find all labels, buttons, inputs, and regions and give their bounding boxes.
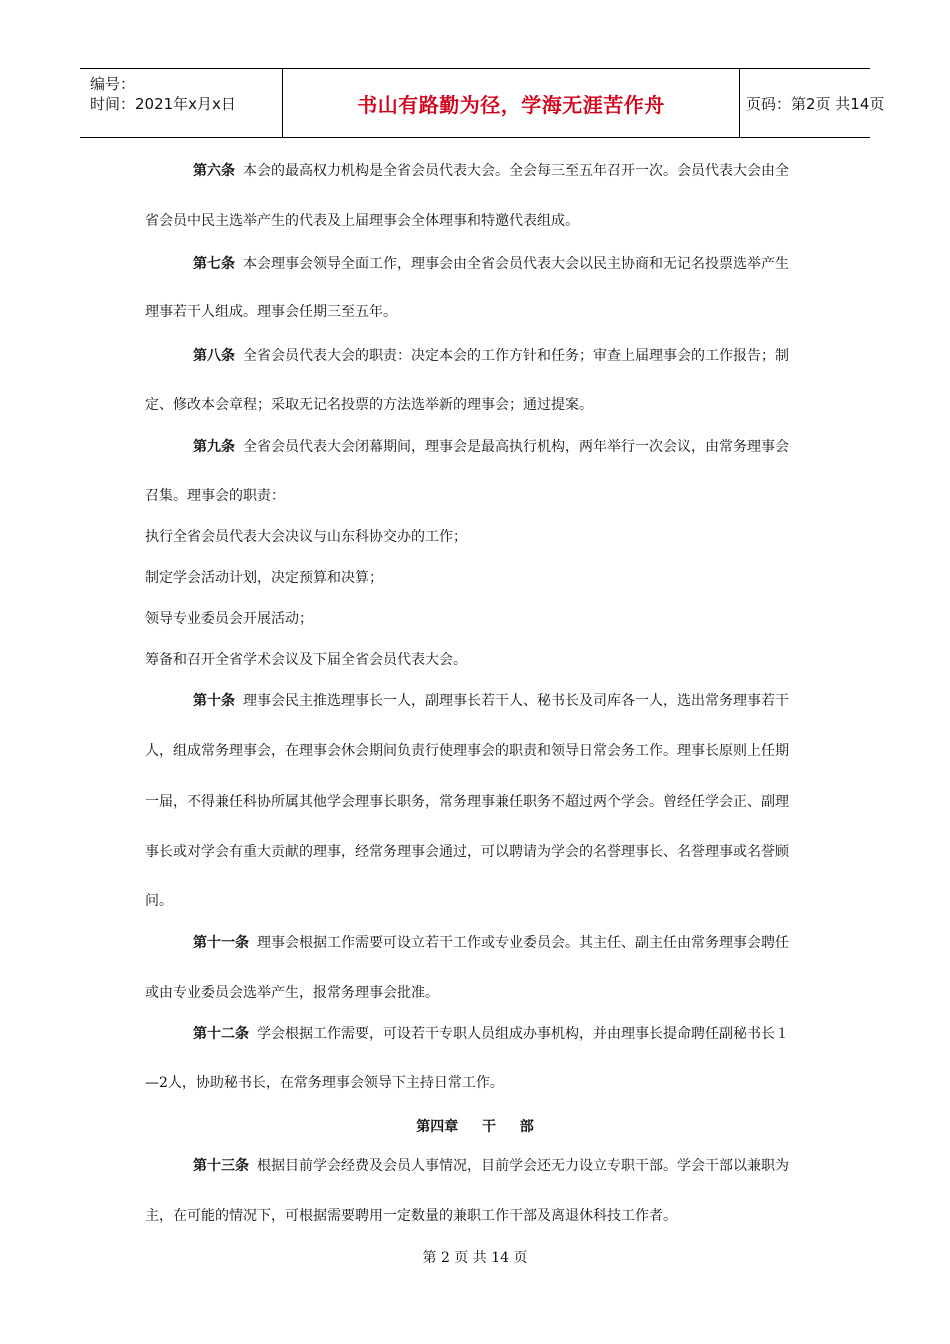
document-date-label: 时间：2021年x月x日 [90,95,236,113]
article-13-title: 第十三条 [193,1158,249,1174]
article-11-line-2: 或由专业委员会选举产生，报常务理事会批准。 [145,985,439,1001]
chapter-4-heading: 第四章 干 部 [416,1119,534,1135]
duty-item-4: 筹备和召开全省学术会议及下届全省会员代表大会。 [145,652,467,668]
article-12-title: 第十二条 [193,1026,249,1042]
article-11-line-1 [193,933,863,953]
duty-item-2: 制定学会活动计划，决定预算和决算； [145,570,383,586]
article-6-line-2: 省会员中民主选举产生的代表及上届理事会全体理事和特邀代表组成。 [145,213,579,229]
article-13-line-2: 主，在可能的情况下，可根据需要聘用一定数量的兼职工作干部及离退休科技工作者。 [145,1208,677,1224]
article-10-text-1: 理事会民主推选理事长一人，副理事长若干人、秘书长及司库各一人，选出常务理事若干 [243,693,789,709]
article-11-title: 第十一条 [193,935,249,951]
article-13-text-1: 根据目前学会经费及会员人事情况，目前学会还无力设立专职干部。学会干部以兼职为 [257,1158,789,1174]
article-10-line-2: 人，组成常务理事会，在理事会休会期间负责行使理事会的职责和领导日常会务工作。理事长原则上任期 [145,743,789,759]
article-10-line-4: 事长或对学会有重大贡献的理事，经常务理事会通过，可以聘请为学会的名誉理事长、名誉理事或名誉顾 [145,844,789,860]
header-motto: 书山有路勤为径，学海无涯苦作舟 [357,92,665,117]
article-8-line-1 [193,346,863,366]
article-7-title: 第七条 [193,256,235,272]
article-13-line-1 [193,1156,863,1176]
header-page-cell [738,69,885,137]
article-12-text-1: 学会根据工作需要，可设若干专职人员组成办事机构，并由理事长提命聘任副秘书长１ [257,1026,789,1042]
article-10-title: 第十条 [193,693,235,709]
article-10-line-1 [193,691,863,711]
article-8-title: 第八条 [193,348,235,364]
article-8-text-1: 全省会员代表大会的职责：决定本会的工作方针和任务；审查上届理事会的工作报告；制 [243,348,789,364]
article-9-line-1 [193,437,863,457]
article-6-text-1: 本会的最高权力机构是全省会员代表大会。全会每三至五年召开一次。会员代表大会由全 [243,163,789,179]
article-9-text-1: 全省会员代表大会闭幕期间，理事会是最高执行机构，两年举行一次会议，由常务理事会 [243,439,789,455]
duty-item-1: 执行全省会员代表大会决议与山东科协交办的工作； [145,529,467,545]
article-7-line-2: 理事若干人组成。理事会任期三至五年。 [145,304,397,320]
article-10-line-5: 问。 [145,893,173,909]
duty-item-3: 领导专业委员会开展活动； [145,611,313,627]
article-6-title: 第六条 [193,163,235,179]
article-9-line-2: 召集。理事会的职责： [145,488,285,504]
article-9-title: 第九条 [193,439,235,455]
document-number-label: 编号： [90,75,136,93]
header-page-info: 页码：第2页 共14页 [746,94,885,113]
article-8-line-2: 定、修改本会章程；采取无记名投票的方法选举新的理事会；通过提案。 [145,397,593,413]
article-7-line-1 [193,254,863,274]
article-7-text-1: 本会理事会领导全面工作，理事会由全省会员代表大会以民主协商和无记名投票选举产生 [243,256,789,272]
page-footer: 第 2 页 共 14 页 [422,1250,528,1266]
header-motto-cell [282,69,740,137]
header-left-cell [80,69,282,137]
article-10-line-3: 一届，不得兼任科协所属其他学会理事长职务，常务理事兼任职务不超过两个学会。曾经任学会正、副理 [145,794,789,810]
article-6-line-1 [193,161,863,181]
article-12-line-2: —2人，协助秘书长，在常务理事会领导下主持日常工作。 [145,1075,504,1091]
article-12-line-1 [193,1024,863,1044]
article-11-text-1: 理事会根据工作需要可设立若干工作或专业委员会。其主任、副主任由常务理事会聘任 [257,935,789,951]
page-header [80,68,885,138]
